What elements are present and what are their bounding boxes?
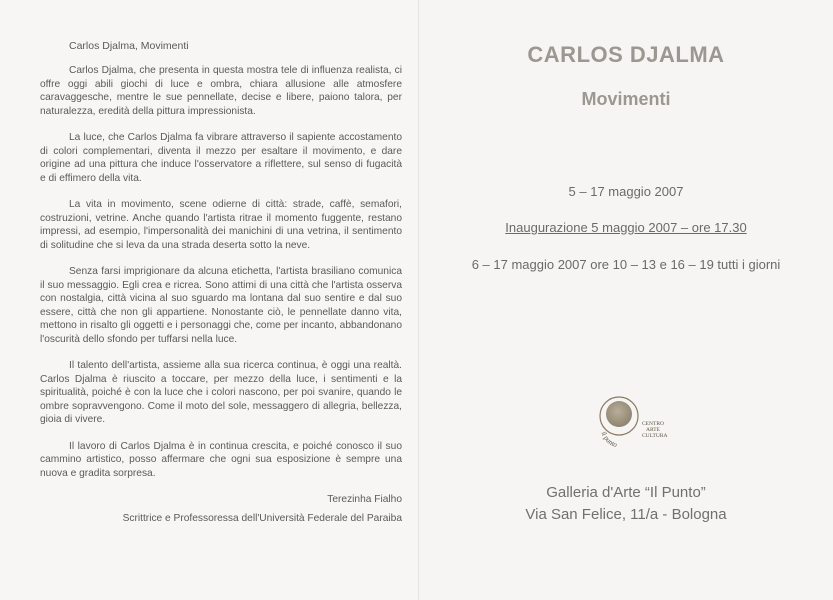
right-page xyxy=(419,0,833,600)
letter-paragraph: Carlos Djalma, che presenta in questa mostra tele di influenza realista, ci offre oggi abili giochi di luce e ombra, chiara allusione alle atmosfere caravaggesche, mentre le sue pennellate, decise e libere, paiono talora, per naturalezza, eredità della pittura impressionista. xyxy=(40,65,402,117)
gallery-address: Via San Felice, 11/a - Bologna xyxy=(525,506,727,523)
gallery-name: Galleria d'Arte “Il Punto” xyxy=(546,484,706,501)
letter-paragraph: Senza farsi imprigionare da alcuna etichetta, l'artista brasiliano comunica il suo messaggio. Egli crea e ricrea. Sono attimi di una città che l'artista osserva con nostalgia, città vicina al suo sguardo ma lontana dal suo sentire e dal suo essere, città che non gli appartiene. Nonostante ciò, le pennellate danno vita, mettono in risalto gli oggetti e i personaggi che, come per incanto, abbandonano l'oscurità dello sfondo per tuffarsi nella luce. xyxy=(40,266,402,345)
opening-info: Inaugurazione 5 maggio 2007 – ore 17.30 xyxy=(505,220,747,235)
logo-line-arte: ARTE xyxy=(646,427,661,433)
signature-name: Terezinha Fialho xyxy=(327,494,402,505)
exhibition-dates: 5 – 17 maggio 2007 xyxy=(568,184,684,199)
letter-paragraph: La luce, che Carlos Djalma fa vibrare attraverso il sapiente accostamento di colori complementari, diventa il mezzo per esaltare il movimento, e dare origine ad una pittura che induce l'osservatore a riflettere, sul senso di fugacità e di effimero della vita. xyxy=(40,132,402,184)
letter xyxy=(40,40,402,524)
signature-role: Scrittrice e Professoressa dell'Università Federale del Paraiba xyxy=(122,513,402,524)
opening-hours: 6 – 17 maggio 2007 ore 10 – 13 e 16 – 19 tutti i giorni xyxy=(471,257,781,272)
letter-paragraph: La vita in movimento, scene odierne di città: strade, caffè, semafori, costruzioni, vetrine. Anche quando l'artista ritrae il momento fuggente, restano impressi, ad esempio, l'impersonalità dei manichini di una vetrina, il sentimento di solitudine che si leva da una strada deserta sotto la neve. xyxy=(40,199,402,251)
letter-paragraph: Il lavoro di Carlos Djalma è in continua crescita, e poiché conosco il suo cammino artistico, posso affermare che ogni sua esposizione è sempre una nuova e gradita sorpresa. xyxy=(40,440,402,479)
letter-heading: Carlos Djalma, Movimenti xyxy=(69,40,189,52)
logo-line-centro: CENTRO xyxy=(642,421,664,427)
logo-line-cultura: CULTURA xyxy=(642,433,668,439)
exhibition-title: Movimenti xyxy=(581,89,671,109)
logo-arc-text: il punto xyxy=(599,430,619,450)
il-punto-logo-icon xyxy=(595,396,685,454)
letter-paragraph: Il talento dell'artista, assieme alla sua ricerca continua, è oggi una realtà. Carlos Djalma è riuscito a toccare, per mezzo della luce, i sentimenti e la spiritualità, poiché è con la luce che i colori nascono, per poi svanire, quando le ombre sopravvengono. Come il moto del sole, messaggero di allegria, bellezza, gioia di vivere. xyxy=(40,360,402,425)
artist-name: CARLOS DJALMA xyxy=(527,42,725,67)
